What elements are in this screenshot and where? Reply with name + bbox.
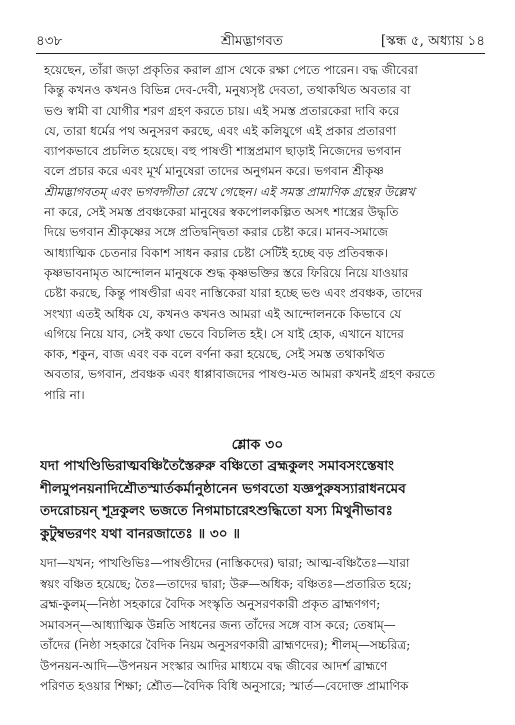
purport-line: যে, তারা ধর্মের পথ অনুসরণ করছে, এবং এই কলিযুগে এই প্রকার প্রতারণা [44, 123, 397, 138]
purport-line: ব্যাপকভাবে প্রচলিত হয়েছে। বহু পাষণ্ডী শাস্ত্রপ্রমাণ ছাড়াই নিজেদের ভগবান [44, 144, 402, 159]
purport-line: আধ্যাত্মিক চেতনার বিকাশ সাধন করার চেষ্টা সেটিই হচ্ছে বড় প্রতিবন্ধক। [44, 245, 389, 260]
purport-line: বলে প্রচার করে এবং মূর্খ মানুষেরা তাদের অনুগমন করে। ভগবান শ্রীকৃষ্ণ [44, 164, 384, 179]
purport-text [44, 60, 475, 405]
page-number: ৪৩৮ [36, 33, 63, 49]
purport-line: না করে, সেই সমস্ত প্রবঞ্চকেরা মানুষের স্বকপোলকল্পিত অসৎ শাস্ত্রের উদ্ধৃতি [44, 205, 399, 220]
sanskrit-verse [40, 455, 479, 545]
purport-line: অবতার, ভগবান, প্রবঞ্চক এবং ধাপ্পাবাজদের পাষণ্ড-মত আমরা কখনই গ্রহণ করতে [44, 367, 436, 382]
chapter-reference: [স্কন্ধ ৫, অধ্যায় ১৪ [380, 33, 485, 49]
synonyms-line: স্বয়ং বঞ্চিত হয়েছে; তৈঃ—তাদের দ্বারা; উরু—অধিক; বঞ্চিতঃ—প্রতারিত হয়ে; [40, 576, 412, 591]
synonyms-line: উপনয়ন-আদি—উপনয়ন সংস্কার আদির মাধ্যমে বদ্ধ জীবের আদর্শ ব্রাহ্মণে [40, 658, 388, 673]
synonyms-line: পরিণত হওয়ার শিক্ষা; শ্রৌত—বৈদিক বিধি অনুসারে; স্মার্ত—বেদোক্ত প্রামাণিক [40, 679, 409, 693]
running-title: শ্রীমদ্ভাগবত [221, 33, 283, 49]
purport-line: কাক, শকুন, বাজ এবং বক বলে বর্ণনা করা হয়েছে, সেই সমস্ত তথাকথিত [44, 347, 385, 362]
verse-line: কুটুম্বভরণং যথা বানরজাতেঃ ॥ ৩০ ॥ [40, 525, 241, 542]
purport-line: ভণ্ড স্বামী বা যোগীর শরণ গ্রহণ করতে চায়। এই সমস্ত প্রতারকেরা দাবি করে [44, 103, 400, 118]
purport-line: কিন্তু কখনও কখনও বিভিন্ন দেব-দেবী, মনুষ্যসৃষ্ট দেবতা, তথাকথিত অবতার বা [44, 83, 411, 98]
page-header [36, 30, 485, 52]
purport-line: হয়েছেন, তাঁরা জড়া প্রকৃতির করাল গ্রাস থেকে রক্ষা পেতে পারেন। বদ্ধ জীবেরা [44, 63, 418, 77]
verse-line: যদা পাখণ্ডিভিরাত্মবঞ্চিতৈস্তৈরুরু বঞ্চিতো ব্রহ্মকুলং সমাবসংস্তেষাং [40, 458, 395, 474]
verse-line: তদরোচয়ন্ শূদ্রকুলং ভজতে নিগমাচারেঽশুদ্ধিতো যস্য মিথুনীভাবঃ [40, 503, 393, 519]
synonyms-line: তাঁদের (নিষ্ঠা সহকারে বৈদিক নিয়ম অনুসরণকারী ব্রাহ্মণদের); শীলম্—সচ্চরিত্র; [40, 638, 411, 652]
word-for-word-synonyms [40, 553, 479, 697]
synonyms-line: যদা—যখন; পাখণ্ডিভিঃ—পাষণ্ডীদের (নাস্তিকদের) দ্বারা; আত্ম-বঞ্চিতৈঃ—যারা [40, 556, 410, 570]
purport-line: সংখ্যা এতই অধিক যে, কখনও কখনও আমরা এই আন্দোলনকে কিভাবে যে [44, 306, 402, 321]
purport-line: শ্রীমদ্ভাগবতম্ এবং ভগবদ্গীতা রেখে গেছেন। এই সমস্ত প্রামাণিক গ্রন্থের উল্লেখ [44, 184, 415, 199]
verse-heading: শ্লোক ৩০ [231, 437, 284, 453]
purport-line: চেষ্টা করছে, কিন্তু পাষণ্ডীরা এবং নাস্তিকেরা যারা হচ্ছে ভণ্ড এবং প্রবঞ্চক, তাদের [44, 286, 423, 301]
synonyms-line: সমাবসন্—আধ্যাত্মিক উন্নতি সাধনের জন্য তাঁদের সঙ্গে বাস করে; তেষাম্— [40, 617, 396, 632]
purport-line: কৃষ্ণভাবনামৃত আন্দোলন মানুষকে শুদ্ধ কৃষ্ণভক্তির স্তরে ফিরিয়ে নিয়ে যাওয়ার [44, 265, 409, 280]
verse-line: শীলমুপনয়নাদিশ্রৌতস্মার্তকর্মানুষ্ঠানেন ভগবতো যজ্ঞপুরুষস্যারাধনমেব [40, 480, 406, 497]
purport-line: দিয়ে ভগবান শ্রীকৃষ্ণের সঙ্গে প্রতিদ্বন্দ্বিতা করার চেষ্টা করে। মানব-সমাজে [44, 225, 388, 240]
purport-line: পারি না। [44, 387, 85, 402]
purport-line: এগিয়ে নিয়ে যাব, সেই কথা ভেবে বিচলিত হই। সে যাই হোক, এখানে যাদের [44, 326, 404, 341]
synonyms-line: ব্রহ্ম-কুলম্—নিষ্ঠা সহকারে বৈদিক সংস্কৃতি অনুসরণকারী প্রকৃত ব্রাহ্মণগণ; [40, 597, 381, 611]
header-rule [36, 53, 485, 54]
